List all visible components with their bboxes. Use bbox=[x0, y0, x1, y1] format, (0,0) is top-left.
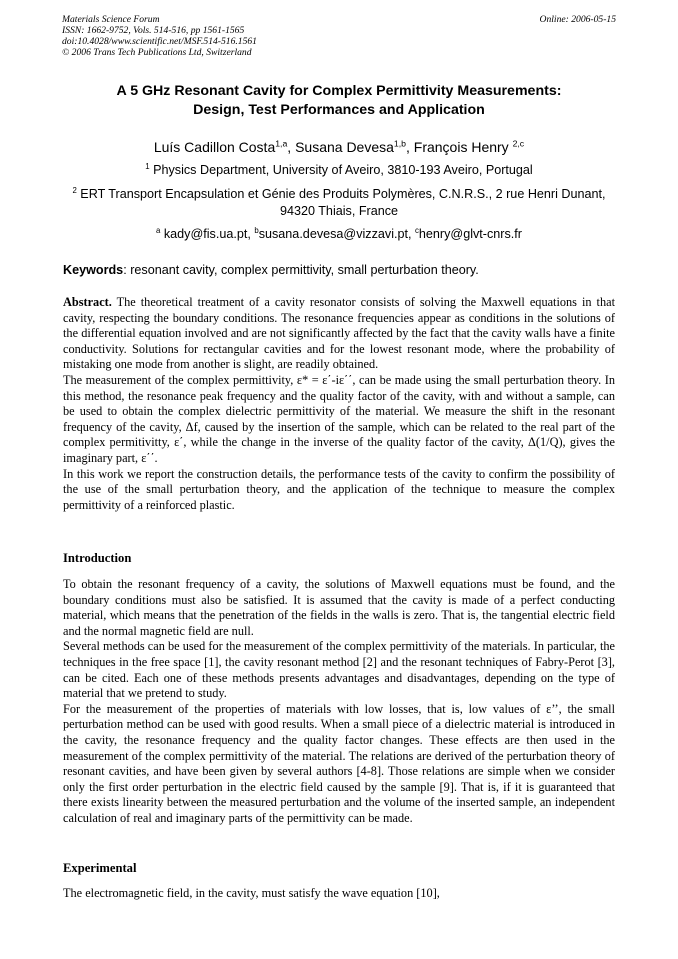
journal-name: Materials Science Forum bbox=[62, 14, 160, 25]
affiliation-text: ERT Transport Encapsulation et Génie des Produits Polymères, C.N.R.S., 2 rue Henri Dunant, 94320 Thiais, France bbox=[80, 187, 606, 218]
abstract-paragraph: In this work we report the construction details, the performance tests of the cavity to confirm the possibility of the use of the small perturbation theory, and the application of the technique to measure the complex permittivity of a reinforced plastic. bbox=[63, 466, 615, 512]
journal-issn: ISSN: 1662-9752, Vols. 514-516, pp 1561-1565 bbox=[62, 25, 245, 36]
author-separator: , bbox=[287, 139, 296, 155]
email-link[interactable]: kady@fis.ua.pt, bbox=[163, 227, 255, 241]
author-name: Susana Devesa bbox=[295, 139, 394, 155]
author-emails bbox=[40, 226, 638, 243]
author-affiliation-mark: 2,c bbox=[512, 138, 525, 149]
abstract-paragraph bbox=[63, 295, 615, 373]
author-separator: , bbox=[405, 139, 414, 155]
introduction-section bbox=[63, 577, 615, 827]
affiliation-1 bbox=[40, 162, 638, 179]
keywords-label: Keywords bbox=[63, 263, 124, 277]
author-affiliation-mark: 1,a bbox=[275, 138, 288, 149]
experimental-section bbox=[63, 886, 615, 902]
abstract-text: The theoretical treatment of a cavity resonator consists of solving the Maxwell equations in that cavity, respecting the boundary conditions. The resonance frequencies appear as conditions in the solutions of the differential equation involved and are not significantly affected by the fact that the cavity walls have a finite conductivity. Solutions for rectangular cavities and for the lowest resonant mode, where the probability of mistaking one mode from another is slight, are readily obtained. bbox=[63, 295, 615, 372]
introduction-paragraph: To obtain the resonant frequency of a cavity, the solutions of Maxwell equations must be found, and the boundary conditions must also be satisfied. It is assumed that the cavity is made of a perfect conducting material, which means that the penetration of the fields in the walls is zero. That is, the tangential electric field and the normal magnetic field are null. bbox=[63, 577, 615, 638]
introduction-paragraph: For the measurement of the properties of materials with low losses, that is, low values of ε’’, the small perturbation method can be used with good results. When a small piece of a dielectric material is introduced in the cavity, the resonance frequency and the quality factor changes. These effects are then used in the measurement of the complex permittivity of the material. The relations are derived of the perturbation theory of resonant cavities, and have been given by several authors [4-8]. Those relations are simple when we consider only the first order perturbation in the electric field caused by the sample [9]. That is, if it is guaranteed that there exists linearity between the measured perturbation and the volume of the inserted sample, an independent calculation of real and imaginary parts of the permittivity can be made. bbox=[63, 701, 615, 825]
email-link[interactable]: henry@glvt-cnrs.fr bbox=[418, 227, 522, 241]
keywords-text: : resonant cavity, complex permittivity, small perturbation theory. bbox=[123, 263, 479, 277]
email-mark: c bbox=[415, 225, 419, 235]
author-affiliation-mark: 1,b bbox=[393, 138, 406, 149]
online-date: Online: 2006-05-15 bbox=[539, 14, 616, 25]
affiliation-text: Physics Department, University of Aveiro, 3810-193 Aveiro, Portugal bbox=[153, 163, 533, 177]
abstract-section bbox=[63, 295, 615, 513]
affiliation-number: 1 bbox=[145, 161, 150, 171]
keywords bbox=[63, 262, 618, 278]
email-mark: b bbox=[254, 225, 259, 235]
affiliation-2 bbox=[70, 186, 608, 220]
title-line-1: A 5 GHz Resonant Cavity for Complex Permittivity Measurements: bbox=[116, 83, 562, 99]
author-name: Luís Cadillon Costa bbox=[153, 139, 276, 155]
journal-copyright: © 2006 Trans Tech Publications Ltd, Switzerland bbox=[62, 47, 252, 58]
abstract-paragraph: The measurement of the complex permittivity, ε* = ε΄-iε΄΄, can be made using the small perturbation theory. In this method, the resonance peak frequency and the quality factor of the cavity, with and without a sample, can be used to obtain the complex dielectric permittivity of the material. We measure the shift in the resonant frequency of the cavity, Δf, caused by the insertion of the sample, which can be related to the real part of the complex permitivitty, ε΄, while the change in the inverse of the quality factor of the cavity, Δ(1/Q), gives the imaginary part, ε΄΄. bbox=[63, 372, 615, 465]
paper-title bbox=[62, 82, 616, 120]
abstract-label: Abstract. bbox=[63, 295, 112, 309]
section-heading-experimental: Experimental bbox=[63, 861, 137, 875]
journal-header bbox=[62, 14, 616, 58]
email-link[interactable]: susana.devesa@vizzavi.pt, bbox=[258, 227, 415, 241]
experimental-paragraph: The electromagnetic field, in the cavity, must satisfy the wave equation [10], bbox=[63, 886, 440, 900]
title-line-2: Design, Test Performances and Application bbox=[193, 102, 485, 118]
section-heading-introduction: Introduction bbox=[63, 551, 132, 565]
introduction-paragraph: Several methods can be used for the measurement of the complex permittivity of the materials. In particular, the techniques in the free space [1], the cavity resonant method [2] and the resonant techniques of Fabry-Perot [3], can be cited. Each one of these methods presents advantages and disadvantages, depending on the type of material that we pretend to study. bbox=[63, 639, 615, 701]
author-name: François Henry bbox=[413, 139, 509, 155]
author-list bbox=[40, 138, 638, 156]
journal-doi: doi:10.4028/www.scientific.net/MSF.514-516.1561 bbox=[62, 36, 257, 47]
affiliation-number: 2 bbox=[72, 185, 77, 195]
email-mark: a bbox=[156, 225, 161, 235]
